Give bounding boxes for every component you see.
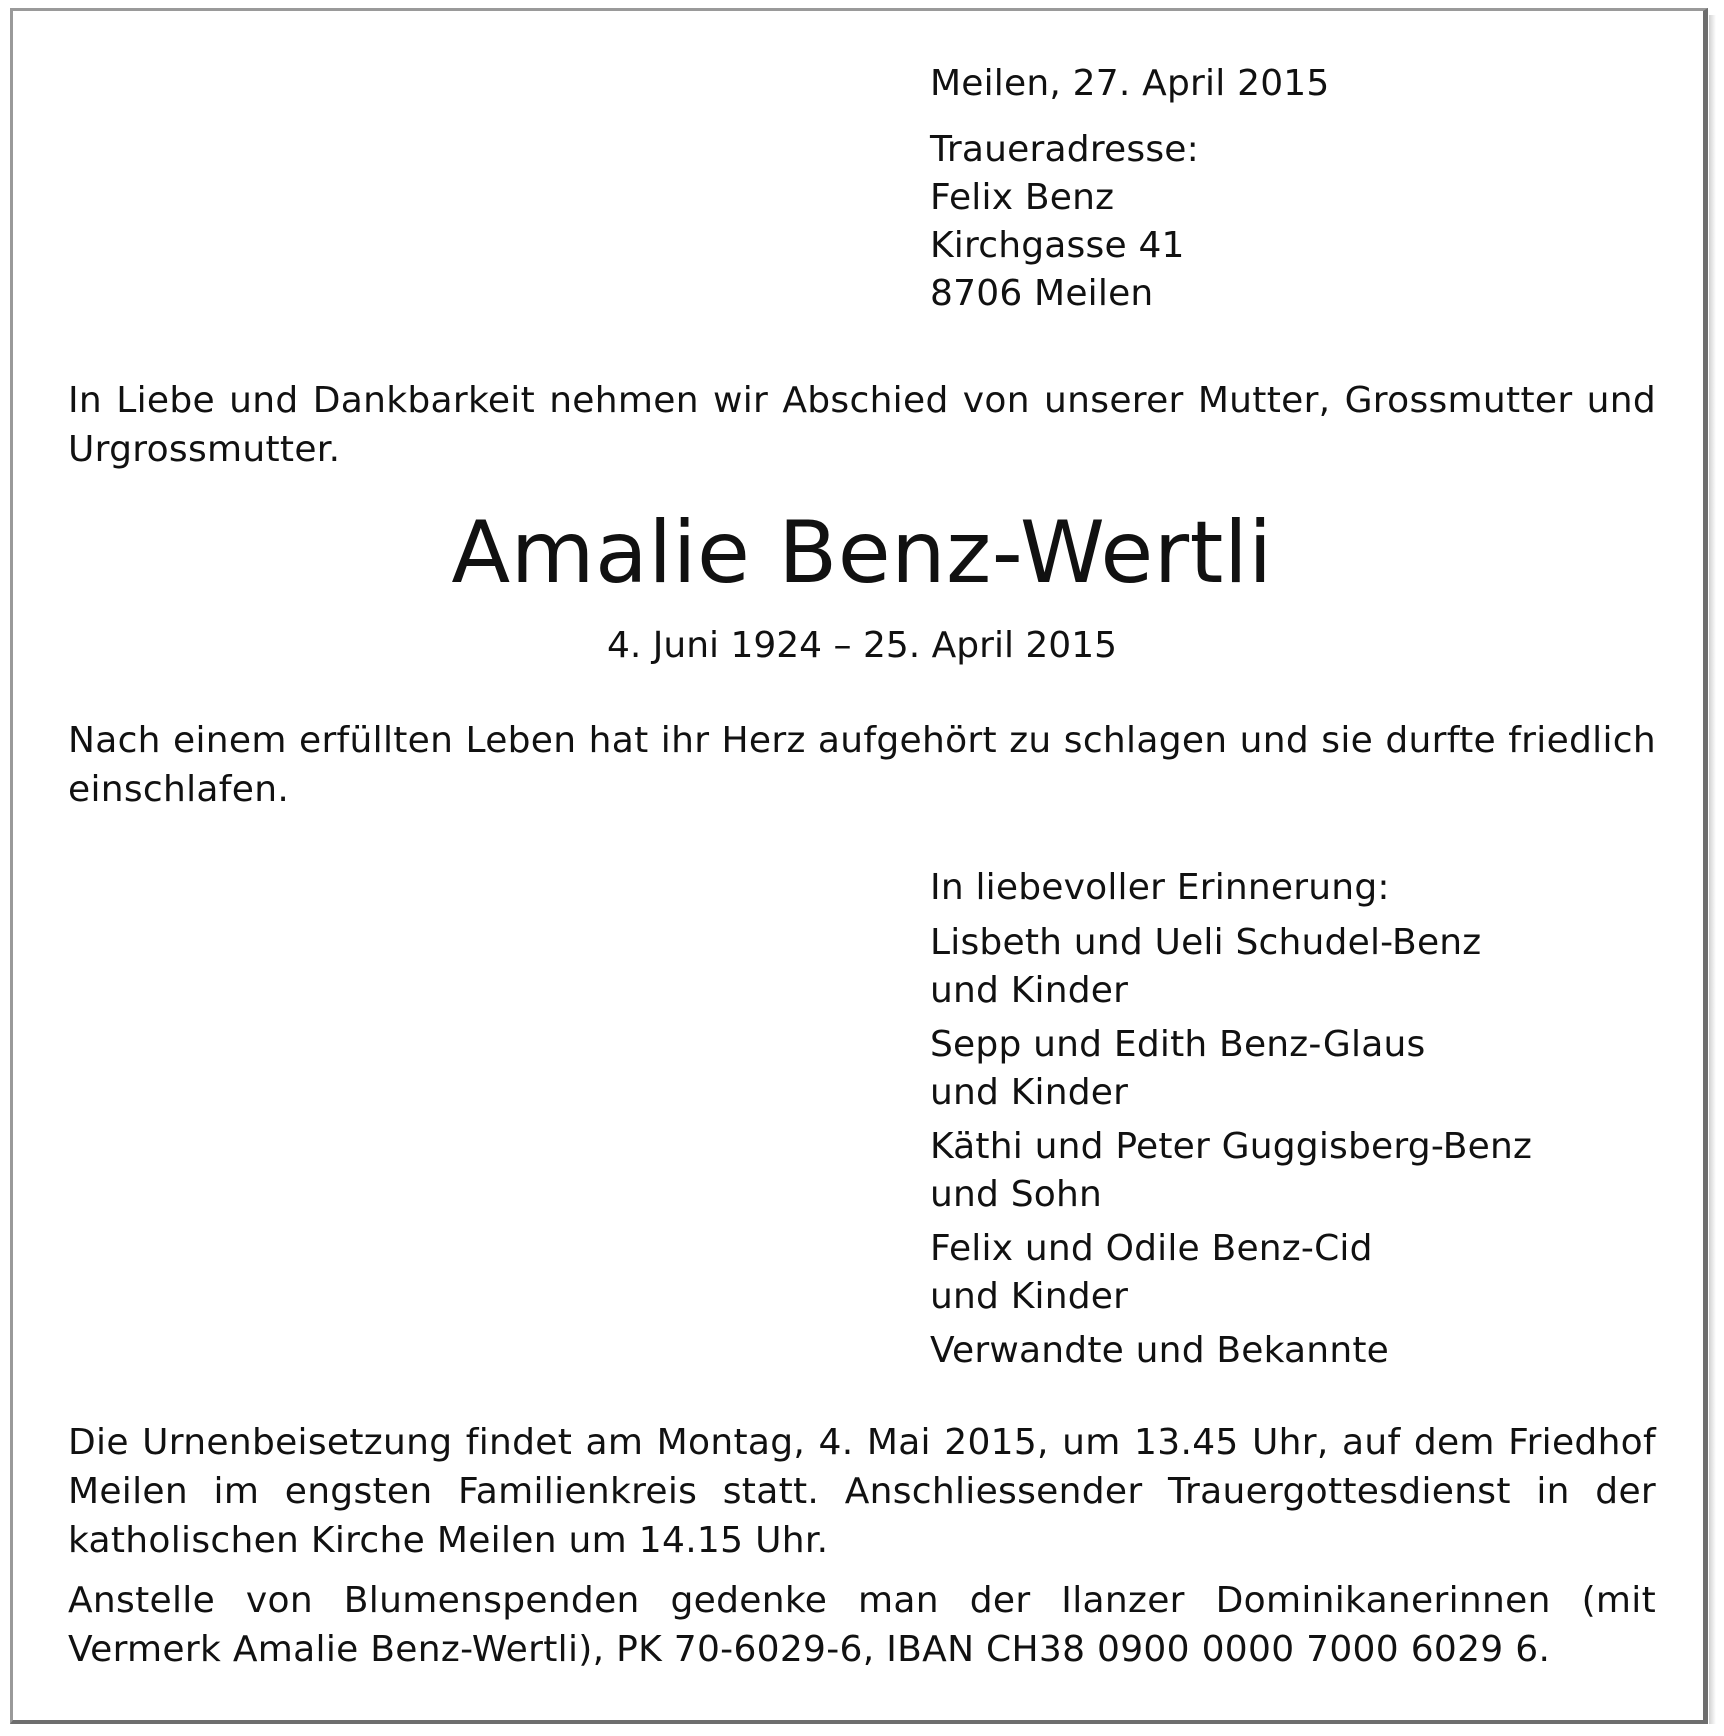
- intro-text: In Liebe und Dankbarkeit nehmen wir Abschied von unserer Mutter, Grossmutter und Urgrossmutter.: [68, 380, 1656, 470]
- address-label: Traueradresse:: [930, 129, 1199, 170]
- deceased-name: Amalie Benz-Wertli: [451, 503, 1273, 603]
- address-line-name: Felix Benz: [930, 177, 1115, 218]
- address-line-street: Kirchgasse 41: [930, 225, 1185, 266]
- mourner-line: Verwandte und Bekannte: [930, 1330, 1390, 1371]
- donation-text: Anstelle von Blumenspenden gedenke man der Ilanzer Dominikanerinnen (mit Vermerk Amalie Benz-Wertli), PK 70-6029-6, IBAN CH38 0900 0000 7000 6029 6.: [68, 1580, 1656, 1670]
- mourner-line: Käthi und Peter Guggisberg-Benz: [930, 1126, 1533, 1167]
- mourners-heading: In liebevoller Erinnerung:: [930, 867, 1390, 908]
- life-dates: 4. Juni 1924 – 25. April 2015: [606, 625, 1118, 666]
- address-line-city: 8706 Meilen: [930, 273, 1154, 314]
- mourner-line: Lisbeth und Ueli Schudel-Benz: [930, 922, 1482, 963]
- mourner-line: und Sohn: [930, 1174, 1103, 1215]
- mourner-line: und Kinder: [930, 1072, 1129, 1113]
- mourner-line: Sepp und Edith Benz-Glaus: [930, 1024, 1426, 1065]
- message-text: Nach einem erfüllten Leben hat ihr Herz aufgehört zu schlagen und sie durfte friedlich einschlafen.: [68, 720, 1656, 810]
- mourner-line: und Kinder: [930, 970, 1129, 1011]
- mourner-line: Felix und Odile Benz-Cid: [930, 1228, 1373, 1269]
- service-text: Die Urnenbeisetzung findet am Montag, 4. Mai 2015, um 13.45 Uhr, auf dem Friedhof Meilen im engsten Familienkreis statt. Anschliessender Trauergottesdienst in der katholischen Kirche Meilen um 14.15 Uhr.: [68, 1422, 1656, 1561]
- mourner-line: und Kinder: [930, 1276, 1129, 1317]
- place-date: Meilen, 27. April 2015: [930, 63, 1330, 104]
